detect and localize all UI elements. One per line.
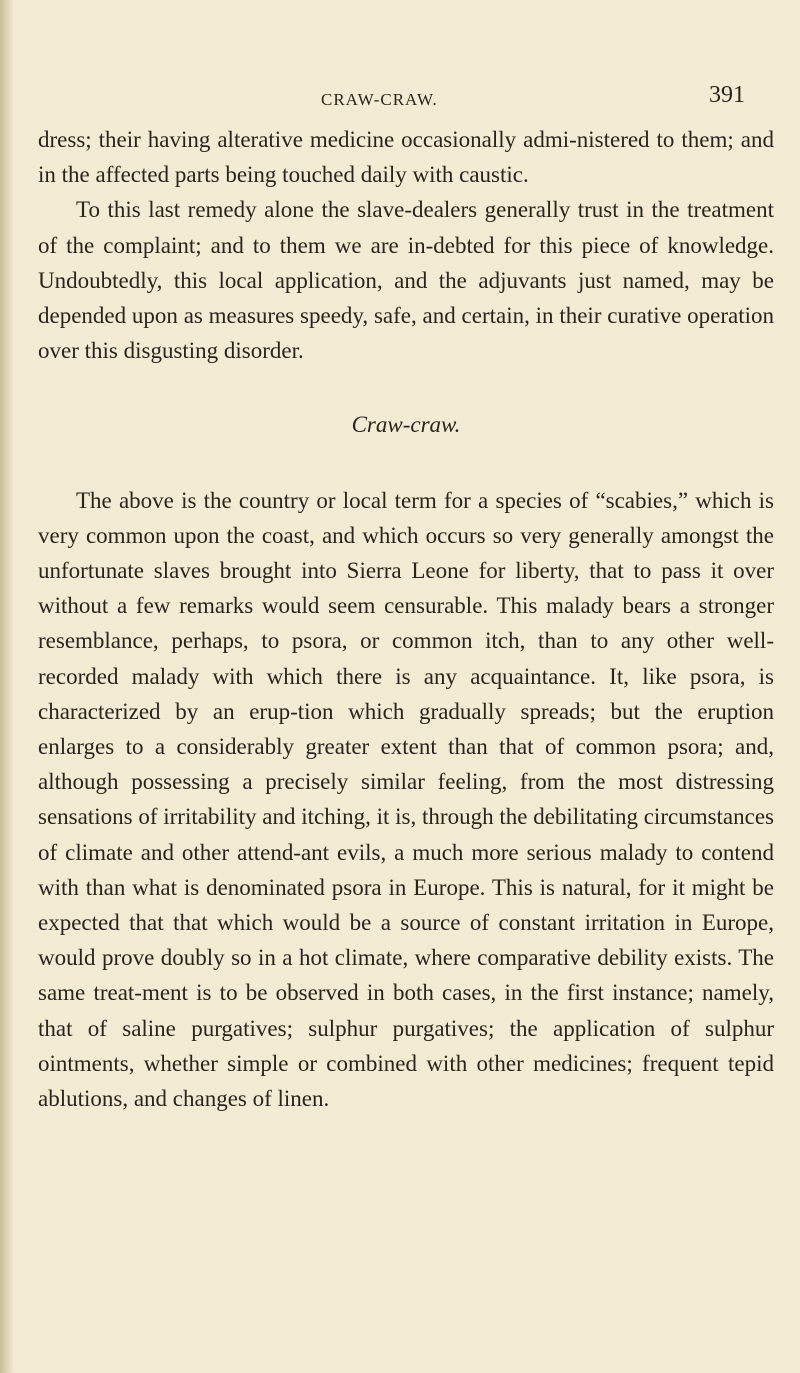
- paragraph-continued: dress; their having alterative medicine occasionally admi-nistered to them; and in the affected parts being touched daily with caustic.: [38, 127, 774, 188]
- page-gutter-shadow: [0, 0, 14, 1373]
- paragraph-craw-craw: The above is the country or local term for a species of “scabies,” which is very common upon the coast, and which occurs so very generally amongst the unfortunate slaves brought into Sierra Leone for liberty, that to pass it over without a few remarks would seem censurable. This malady bears a stronger resemblance, perhaps, to psora, or common itch, than to any other well-recorded malady with which there is any acquaintance. It, like psora, is characterized by an erup-tion which gradually spreads; but the eruption enlarges to a considerably greater extent than that of common psora; and, although possessing a precisely similar feeling, from the most distressing sensations of irritability and itching, it is, through the debilitating circumstances of climate and other attend-ant evils, a much more serious malady to contend with than what is denominated psora in Europe. This is natural, for it might be expected that that which would be a source of constant irritation in Europe, would prove doubly so in a hot climate, where comparative debility exists. The same treat-ment is to be observed in both cases, in the first instance; namely, that of saline purgatives; sulphur purgatives; the application of sulphur ointments, whether simple or combined with other medicines; frequent tepid ablutions, and changes of linen.: [38, 487, 774, 1112]
- body-text: [38, 122, 774, 1116]
- paragraph-remedy: To this last remedy alone the slave-dealers generally trust in the treatment of the complaint; and to them we are in-debted for this piece of knowledge. Undoubtedly, this local application, and the adjuvants just named, may be depended upon as measures speedy, safe, and certain, in their curative operation over this disgusting disorder.: [38, 197, 774, 364]
- page-header: [0, 82, 800, 112]
- section-title: Craw-craw.: [351, 412, 461, 438]
- page-number: 391: [709, 82, 745, 108]
- running-head: CRAW-CRAW.: [321, 90, 438, 109]
